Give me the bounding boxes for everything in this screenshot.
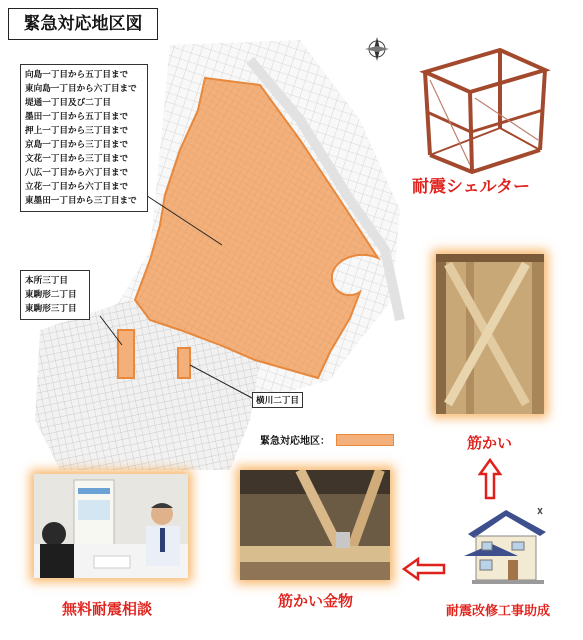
arrow-left-icon (402, 556, 446, 582)
district-item: 押上一丁目から三丁目まで (25, 126, 129, 136)
main-district-list (20, 64, 148, 212)
district-item: 東向島一丁目から六丁目まで (25, 84, 137, 94)
yokokawa-label: 横川二丁目 (252, 392, 303, 408)
district-item: 東墨田一丁目から三丁目まで (25, 196, 137, 206)
district-item: 文花一丁目から三丁目まで (25, 154, 129, 164)
caption-bracing: 筋かい (467, 434, 513, 452)
shelter-frame-illustration (425, 50, 545, 172)
district-item: 東駒形二丁目 (25, 290, 77, 300)
district-item: 墨田一丁目から五丁目まで (25, 112, 129, 122)
caption-shelter: 耐震シェルター (412, 177, 530, 197)
district-item: 堤通一丁目及び二丁目 (25, 98, 111, 108)
page-title: 緊急対応地区図 (8, 8, 158, 40)
bracing-photo (436, 254, 544, 414)
compass-icon (365, 37, 389, 61)
consultation-image (34, 474, 188, 578)
caption-consultation: 無料耐震相談 (62, 600, 153, 618)
consultation-photo (34, 474, 188, 578)
district-item: 本所三丁目 (25, 276, 68, 286)
district-item: 立花一丁目から六丁目まで (25, 182, 129, 192)
caption-subsidy: 耐震改修工事助成 (446, 604, 551, 619)
bracing-hardware-photo (240, 470, 390, 580)
emergency-area-honjo (118, 330, 134, 378)
emergency-area-yokokawa (178, 348, 190, 378)
small-district-list (20, 270, 90, 320)
caption-bracing-hardware: 筋かい金物 (278, 592, 354, 610)
district-item: 八広一丁目から六丁目まで (25, 168, 129, 178)
district-item: 向島一丁目から五丁目まで (25, 70, 129, 80)
bracing-hardware-image (240, 470, 390, 580)
district-item: 京島一丁目から三丁目まで (25, 140, 129, 150)
arrow-up-icon (478, 458, 502, 500)
bracing-photo-image (436, 254, 544, 414)
legend-swatch (336, 434, 394, 446)
legend (258, 432, 396, 447)
legend-label: 緊急対応地区： (260, 436, 330, 447)
house-illustration (462, 504, 554, 586)
district-item: 東駒形三丁目 (25, 304, 77, 314)
